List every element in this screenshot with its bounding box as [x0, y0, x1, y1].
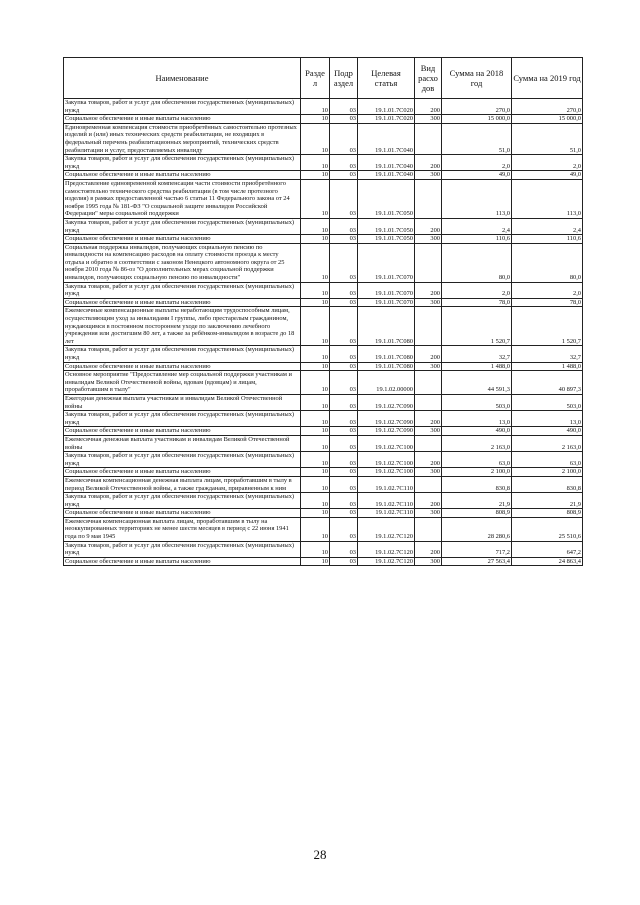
row-name: Основное мероприятие "Предоставление мер социальной поддержки участникам и инвалидам Великой Отечественной войны, вдовам (вдовцам) и лицам, проработавшим в тылу"	[64, 371, 301, 395]
row-name: Предоставление единовременной компенсации части стоимости приобретённого самостоятельно технического средства реабилитации (в том числе протезного изделия) в рамках предоставленной частью 6 статьи 11 Федерального закона от 24 ноября 1995 года № 181-ФЗ "О социальной защите инвалидов Российской Федерации" меры социальной поддержки	[64, 179, 301, 218]
row-type: 200	[415, 99, 442, 115]
row-section: 10	[301, 452, 330, 468]
row-sum-2019: 503,0	[512, 394, 583, 410]
row-name: Закупка товаров, работ и услуг для обеспечения государственных (муниципальных) нужд	[64, 218, 301, 234]
row-sum-2018: 13,0	[442, 411, 512, 427]
row-name: Ежемесячная компенсационная денежная выплата лицам, проработавшим в тылу в период Великой Отечественной войны, а также гражданам, приравненным к ним	[64, 476, 301, 492]
row-subsection: 03	[330, 557, 358, 566]
row-name: Закупка товаров, работ и услуг для обеспечения государственных (муниципальных) нужд	[64, 282, 301, 298]
row-type	[415, 517, 442, 541]
row-section: 10	[301, 179, 330, 218]
row-name: Ежегодная денежная выплата участникам и инвалидам Великой Отечественной войны	[64, 394, 301, 410]
table-row	[64, 243, 583, 282]
row-section: 10	[301, 307, 330, 346]
row-type: 200	[415, 452, 442, 468]
row-target: 19.1.01.7С050	[358, 218, 415, 234]
row-sum-2018: 2,4	[442, 218, 512, 234]
budget-table	[63, 57, 583, 566]
table-header-row	[64, 58, 583, 99]
row-section: 10	[301, 557, 330, 566]
row-sum-2018: 717,2	[442, 541, 512, 557]
row-section: 10	[301, 235, 330, 244]
row-type: 200	[415, 346, 442, 362]
header-section: Разде л	[301, 58, 330, 99]
row-sum-2019: 25 510,6	[512, 517, 583, 541]
table-row	[64, 452, 583, 468]
row-target: 19.1.01.7С040	[358, 155, 415, 171]
header-target: Целевая статья	[358, 58, 415, 99]
table-row	[64, 476, 583, 492]
row-sum-2018: 49,0	[442, 171, 512, 180]
row-type: 300	[415, 298, 442, 307]
row-sum-2019: 32,7	[512, 346, 583, 362]
row-type	[415, 371, 442, 395]
table-row	[64, 307, 583, 346]
row-subsection: 03	[330, 427, 358, 436]
row-sum-2019: 21,9	[512, 493, 583, 509]
row-name: Социальное обеспечение и иные выплаты населению	[64, 298, 301, 307]
table-row	[64, 115, 583, 124]
row-target: 19.1.02.7С090	[358, 427, 415, 436]
row-sum-2019: 490,0	[512, 427, 583, 436]
header-name: Наименование	[64, 58, 301, 99]
row-type: 300	[415, 509, 442, 518]
header-type: Вид расхо дов	[415, 58, 442, 99]
row-name: Единовременная компенсация стоимости приобретённых самостоятельно протезных изделий и (или) иных технических средств реабилитации, не входящих в федеральный перечень реабилитационных мероприятий, технических средств реабилитации и услуг, предоставляемых инвалиду	[64, 123, 301, 154]
header-sum-2019: Сумма на 2019 год	[512, 58, 583, 99]
table-row	[64, 427, 583, 436]
table-row	[64, 298, 583, 307]
row-section: 10	[301, 362, 330, 371]
row-sum-2019: 2,0	[512, 155, 583, 171]
row-subsection: 03	[330, 307, 358, 346]
row-type: 300	[415, 115, 442, 124]
row-type	[415, 435, 442, 451]
row-sum-2018: 490,0	[442, 427, 512, 436]
row-name: Социальное обеспечение и иные выплаты населению	[64, 468, 301, 477]
row-target: 19.1.01.7С080	[358, 362, 415, 371]
table-row	[64, 394, 583, 410]
row-subsection: 03	[330, 517, 358, 541]
row-name: Социальное обеспечение и иные выплаты населению	[64, 362, 301, 371]
row-sum-2018: 15 000,0	[442, 115, 512, 124]
row-sum-2018: 27 563,4	[442, 557, 512, 566]
table-row	[64, 411, 583, 427]
row-type: 300	[415, 468, 442, 477]
table-row	[64, 171, 583, 180]
row-target: 19.1.01.7С070	[358, 298, 415, 307]
row-sum-2019: 40 897,3	[512, 371, 583, 395]
row-subsection: 03	[330, 346, 358, 362]
table-row	[64, 179, 583, 218]
row-sum-2019: 80,0	[512, 243, 583, 282]
row-target: 19.1.02.7С100	[358, 435, 415, 451]
table-row	[64, 235, 583, 244]
row-sum-2018: 2 100,0	[442, 468, 512, 477]
row-target: 19.1.02.7С110	[358, 493, 415, 509]
row-subsection: 03	[330, 452, 358, 468]
table-row	[64, 218, 583, 234]
row-section: 10	[301, 282, 330, 298]
row-sum-2018: 78,0	[442, 298, 512, 307]
table-row	[64, 493, 583, 509]
row-target: 19.1.01.7С080	[358, 346, 415, 362]
row-target: 19.1.01.7С070	[358, 282, 415, 298]
row-type: 200	[415, 493, 442, 509]
row-type: 200	[415, 155, 442, 171]
row-type: 300	[415, 171, 442, 180]
row-section: 10	[301, 115, 330, 124]
row-section: 10	[301, 468, 330, 477]
row-subsection: 03	[330, 218, 358, 234]
table-row	[64, 346, 583, 362]
row-sum-2018: 63,0	[442, 452, 512, 468]
row-subsection: 03	[330, 243, 358, 282]
row-sum-2018: 113,0	[442, 179, 512, 218]
row-subsection: 03	[330, 235, 358, 244]
table-row	[64, 99, 583, 115]
row-name: Социальное обеспечение и иные выплаты населению	[64, 509, 301, 518]
row-section: 10	[301, 517, 330, 541]
row-sum-2018: 28 280,6	[442, 517, 512, 541]
row-type: 200	[415, 411, 442, 427]
row-type: 300	[415, 557, 442, 566]
row-name: Социальное обеспечение и иные выплаты населению	[64, 115, 301, 124]
row-sum-2018: 80,0	[442, 243, 512, 282]
row-section: 10	[301, 394, 330, 410]
row-name: Социальное обеспечение и иные выплаты населению	[64, 427, 301, 436]
row-sum-2018: 270,0	[442, 99, 512, 115]
row-name: Социальное обеспечение и иные выплаты населению	[64, 235, 301, 244]
row-target: 19.1.02.00000	[358, 371, 415, 395]
row-name: Закупка товаров, работ и услуг для обеспечения государственных (муниципальных) нужд	[64, 155, 301, 171]
row-section: 10	[301, 346, 330, 362]
row-sum-2019: 2,0	[512, 282, 583, 298]
row-section: 10	[301, 123, 330, 154]
row-subsection: 03	[330, 411, 358, 427]
row-name: Ежемесячная компенсационная выплата лицам, проработавшим в тылу на неоккупированных территориях не менее шести месяцев в период с 22 июня 1941 года по 9 мая 1945	[64, 517, 301, 541]
header-subsection: Подр аздел	[330, 58, 358, 99]
row-sum-2019: 24 863,4	[512, 557, 583, 566]
row-target: 19.1.02.7С120	[358, 541, 415, 557]
row-target: 19.1.01.7С050	[358, 179, 415, 218]
row-name: Закупка товаров, работ и услуг для обеспечения государственных (муниципальных) нужд	[64, 493, 301, 509]
row-section: 10	[301, 171, 330, 180]
row-subsection: 03	[330, 509, 358, 518]
row-type: 300	[415, 235, 442, 244]
table-row	[64, 155, 583, 171]
row-subsection: 03	[330, 123, 358, 154]
row-sum-2019: 1 520,7	[512, 307, 583, 346]
row-type: 200	[415, 218, 442, 234]
row-target: 19.1.01.7С020	[358, 115, 415, 124]
row-section: 10	[301, 243, 330, 282]
table-row	[64, 517, 583, 541]
row-sum-2018: 2,0	[442, 282, 512, 298]
row-sum-2019: 110,6	[512, 235, 583, 244]
row-sum-2018: 21,9	[442, 493, 512, 509]
row-target: 19.1.02.7С120	[358, 517, 415, 541]
row-section: 10	[301, 298, 330, 307]
row-sum-2018: 503,0	[442, 394, 512, 410]
row-sum-2019: 270,0	[512, 99, 583, 115]
row-subsection: 03	[330, 115, 358, 124]
row-type	[415, 179, 442, 218]
row-name: Социальная поддержка инвалидов, получающих социальную пенсию по инвалидности на компенсацию расходов на оплату стоимости проезда к месту отдыха и обратно в соответствии с законом Ненецкого автономного округа от 25 ноября 2010 года № 86-оз "О дополнительных мерах социальной поддержки инвалидов, получающих социальную пенсию по инвалидности"	[64, 243, 301, 282]
row-type: 200	[415, 541, 442, 557]
row-subsection: 03	[330, 155, 358, 171]
row-section: 10	[301, 541, 330, 557]
row-subsection: 03	[330, 435, 358, 451]
row-sum-2019: 78,0	[512, 298, 583, 307]
table-row	[64, 541, 583, 557]
row-sum-2018: 1 520,7	[442, 307, 512, 346]
row-section: 10	[301, 427, 330, 436]
row-name: Социальное обеспечение и иные выплаты населению	[64, 557, 301, 566]
row-type	[415, 476, 442, 492]
row-subsection: 03	[330, 476, 358, 492]
row-sum-2019: 1 488,0	[512, 362, 583, 371]
row-target: 19.1.02.7С110	[358, 509, 415, 518]
row-name: Ежемесячные компенсационные выплаты неработающим трудоспособным лицам, осуществляющим уход за инвалидами I группы, либо престарелым гражданином, нуждающимся в постоянном постороннем уходе по заключению лечебного учреждения или достигшим 80 лет, а также за ребёнком-инвалидом в возрасте до 18 лет	[64, 307, 301, 346]
table-row	[64, 435, 583, 451]
row-sum-2019: 13,0	[512, 411, 583, 427]
row-target: 19.1.02.7С120	[358, 557, 415, 566]
row-target: 19.1.02.7С110	[358, 476, 415, 492]
row-subsection: 03	[330, 298, 358, 307]
row-type	[415, 243, 442, 282]
table-row	[64, 557, 583, 566]
row-sum-2018: 44 591,3	[442, 371, 512, 395]
table-row	[64, 362, 583, 371]
row-name: Социальное обеспечение и иные выплаты населению	[64, 171, 301, 180]
row-subsection: 03	[330, 394, 358, 410]
row-sum-2018: 2 163,0	[442, 435, 512, 451]
row-target: 19.1.01.7С080	[358, 307, 415, 346]
row-section: 10	[301, 371, 330, 395]
row-type	[415, 307, 442, 346]
row-subsection: 03	[330, 99, 358, 115]
row-sum-2019: 113,0	[512, 179, 583, 218]
row-name: Закупка товаров, работ и услуг для обеспечения государственных (муниципальных) нужд	[64, 411, 301, 427]
row-section: 10	[301, 493, 330, 509]
row-sum-2018: 808,9	[442, 509, 512, 518]
header-sum-2018: Сумма на 2018 год	[442, 58, 512, 99]
table-row	[64, 509, 583, 518]
row-sum-2019: 2 100,0	[512, 468, 583, 477]
row-target: 19.1.01.7С040	[358, 171, 415, 180]
row-section: 10	[301, 435, 330, 451]
row-section: 10	[301, 509, 330, 518]
row-sum-2019: 830,8	[512, 476, 583, 492]
row-sum-2019: 51,0	[512, 123, 583, 154]
row-sum-2019: 808,9	[512, 509, 583, 518]
row-subsection: 03	[330, 541, 358, 557]
row-target: 19.1.02.7С100	[358, 468, 415, 477]
row-section: 10	[301, 476, 330, 492]
row-subsection: 03	[330, 362, 358, 371]
row-target: 19.1.01.7С020	[358, 99, 415, 115]
row-subsection: 03	[330, 179, 358, 218]
row-name: Закупка товаров, работ и услуг для обеспечения государственных (муниципальных) нужд	[64, 99, 301, 115]
row-subsection: 03	[330, 468, 358, 477]
row-sum-2019: 15 000,0	[512, 115, 583, 124]
row-sum-2019: 647,2	[512, 541, 583, 557]
row-subsection: 03	[330, 371, 358, 395]
table-row	[64, 468, 583, 477]
row-section: 10	[301, 411, 330, 427]
row-type	[415, 394, 442, 410]
row-subsection: 03	[330, 171, 358, 180]
row-name: Закупка товаров, работ и услуг для обеспечения государственных (муниципальных) нужд	[64, 346, 301, 362]
row-sum-2019: 2,4	[512, 218, 583, 234]
row-target: 19.1.01.7С040	[358, 123, 415, 154]
row-section: 10	[301, 99, 330, 115]
row-subsection: 03	[330, 282, 358, 298]
row-name: Закупка товаров, работ и услуг для обеспечения государственных (муниципальных) нужд	[64, 452, 301, 468]
row-target: 19.1.02.7С100	[358, 452, 415, 468]
row-type: 300	[415, 362, 442, 371]
table-row	[64, 282, 583, 298]
row-sum-2018: 1 488,0	[442, 362, 512, 371]
row-sum-2018: 110,6	[442, 235, 512, 244]
row-sum-2019: 49,0	[512, 171, 583, 180]
page-number: 28	[313, 847, 327, 862]
table-row	[64, 371, 583, 395]
row-target: 19.1.01.7С050	[358, 235, 415, 244]
row-type	[415, 123, 442, 154]
row-sum-2018: 32,7	[442, 346, 512, 362]
row-name: Закупка товаров, работ и услуг для обеспечения государственных (муниципальных) нужд	[64, 541, 301, 557]
row-section: 10	[301, 155, 330, 171]
row-sum-2019: 2 163,0	[512, 435, 583, 451]
row-sum-2018: 830,8	[442, 476, 512, 492]
row-target: 19.1.01.7С070	[358, 243, 415, 282]
row-section: 10	[301, 218, 330, 234]
table-row	[64, 123, 583, 154]
row-subsection: 03	[330, 493, 358, 509]
row-target: 19.1.02.7С090	[358, 411, 415, 427]
row-type: 200	[415, 282, 442, 298]
row-sum-2018: 51,0	[442, 123, 512, 154]
row-type: 300	[415, 427, 442, 436]
row-sum-2019: 63,0	[512, 452, 583, 468]
row-target: 19.1.02.7С090	[358, 394, 415, 410]
row-sum-2018: 2,0	[442, 155, 512, 171]
row-name: Ежемесячная денежная выплата участникам и инвалидам Великой Отечественной войны	[64, 435, 301, 451]
